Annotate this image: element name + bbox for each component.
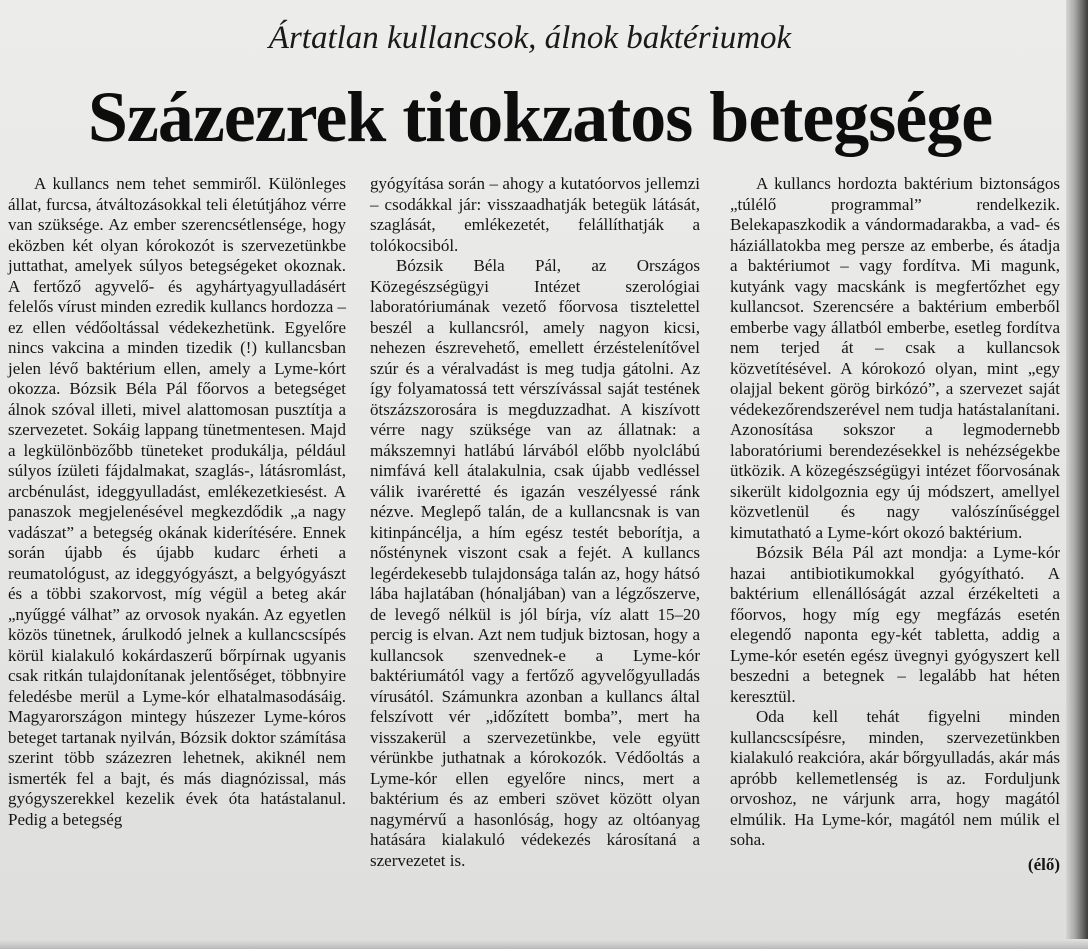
article-kicker: Ártatlan kullancsok, álnok baktériumok: [268, 20, 792, 56]
page-bottom-edge: [0, 939, 1088, 949]
paragraph: A kullancs nem tehet semmiről. Különleges állat, furcsa, átváltozásokkal teli életútjához vérre van szüksége. Az ember szerencsétlensége, hogy eközben két olyan kórokozót is szervezetünkbe juttathat, amelyek súlyos betegségeket okoznak. A fertőző agyvelő- és agyhártyagyulladásért felelős vírust minden ezredik kullancs hordozza – ez ellen védőoltással védekezhetünk. Egyelőre nincs vakcina a minden tizedik (!) kullancsban jelen lévő baktérium ellen, amely a Lyme-kórt okozza. Bózsik Béla Pál főorvos a betegséget álnok szóval illeti, mivel alattomosan pusztítja a szervezetet. Sokáig lappang tünetmentesen. Majd a legkülönbözőbb tüneteket produkálja, például súlyos ízületi fájdalmakat, szaglás-, látásromlást, arcbénulást, ideggyulladást, emlékezetkiesést. A panaszok megjelenésével megkezdődik „a nagy vadászat” a betegség okának kiderítésére. Ennek során újabb és újabb kudarc érheti a reumatológust, az ideggyógyászt, a belgyógyászt és a többi szakorvost, míg végül a beteg akár „nyűggé válhat” az orvosok nyakán. Az egyetlen közös tünetnek, árulkodó jelnek a kullancscsípés körül kialakuló kokárdaszerű bőrpírnak ugyanis csak ritkán tulajdonítanak jelentőséget, többnyire feledésbe merül a Lyme-kór elhatalmasodásáig. Magyarországon mintegy húszezer Lyme-kóros beteget tartanak nyilván, Bózsik doktor számítása szerint több százezren lehetnek, akiknél nem ismerték fel a bajt, és más diagnózissal, más gyógyszerekkel kezelik évek óta hatástalanul. Pedig a betegség: [8, 174, 347, 829]
paragraph: A kullancs hordozta baktérium biztonságos „túlélő programmal” rendelkezik. Belekapaszkodik a vándormadarakba, a vad- és háziállatokba meg persze az emberbe, és átadja a baktériumot – vagy fordítva. Mi magunk, kutyánk vagy macskánk is megfertőzhet egy kullancsot. Szerencsére a baktérium emberből emberbe vagy állatból emberbe, esetleg fordítva nem terjed át – csak a kullancsok közvetítésével. A kórokozó olyan, mint „egy olajjal bekent görög birkózó”, a szervezet saját védekezőrendszerével nem tudja hatástalanítani. Azonosítása sokszor a legmodernebb laboratóriumi berendezésekkel is nehézségekbe ütközik. A közegészségügyi intézet főorvosának sikerült kidolgoznia egy új módszert, amellyel közvetlenül és nagy valószínűséggel kimutatható a Lyme-kórt okozó baktérium.: [730, 174, 1060, 542]
article-column-2: [370, 174, 700, 871]
paragraph: Bózsik Béla Pál azt mondja: a Lyme-kór hazai antibiotikumokkal gyógyítható. A baktérium ellenállóságát azzal érzékelteti a főorvos, hogy míg egy megfázás esetén elegendő naponta egy-két tabletta, addig a Lyme-kór esetén egész üvegnyi gyógyszert kell beszedni a betegnek – legalább hat héten keresztül.: [730, 543, 1060, 706]
article-column-3: [730, 174, 1060, 875]
article-signature: (élő): [1027, 854, 1060, 874]
paragraph: gyógyítása során – ahogy a kutatóorvos jellemzi – csodákkal jár: visszaadhatják betegük látását, szaglását, emlékezetét, felállíthatják a tolókocsiból.: [370, 174, 700, 255]
paragraph: Bózsik Béla Pál, az Országos Közegészségügyi Intézet szerológiai laboratóriumának vezető főorvosa tisztelettel beszél a kullancsról, amely nagyon kicsi, nehezen észrevehető, emellett érzéstelenítővel szúr és a véralvadást is meg tudja gátolni. Az így folyamatossá tett vérszívással saját testének ötszázszorosára is megduzzadhat. A kiszívott vérre nagy szüksége van az állatnak: a mákszemnyi hatlábú lárvából előbb nyolclábú nimfává kell átalakulnia, csak újabb vedléssel válik ivaréretté és igazán veszélyessé ránk nézve. Meglepő talán, de a kullancsnak is van kitinpáncélja, a hím egész testét beborítja, a nősténynek viszont csak a fejét. A kullancs legérdekesebb tulajdonsága talán az, hogy hátsó lába hajlatában (hónaljában) van a légzőszerve, de levegő nélkül is jól bírja, víz alatt 15–20 percig is elvan. Azt nem tudjuk biztosan, hogy a kullancsok szenvednek-e a Lyme-kór baktériumától vagy a fertőző agyvelőgyulladás vírusától. Számunkra azonban a kullancs által felszívott vér „időzített bomba”, mert ha visszakerül a szervezetünkbe, vele együtt vérünkbe juthatnak a kórokozók. Védőoltás a Lyme-kór ellen egyelőre nincs, mert a baktérium és az emberi szövet között olyan nagymérvű a hasonlóság, hogy az oltóanyag hatására kialakuló védekezés károsítaná a szervezetet is.: [370, 256, 700, 870]
page-edge-shadow: [1066, 0, 1088, 949]
paragraph: Oda kell tehát figyelni minden kullancscsípésre, minden, szervezetünkben kialakuló reakcióra, akár bőrgyulladás, akár más apróbb kellemetlenség is az. Forduljunk orvoshoz, ne várjunk arra, hogy magától elmúlik. Ha Lyme-kór, magától nem múlik el soha.: [730, 707, 1060, 849]
article-headline: Százezrek titokzatos betegsége: [87, 77, 993, 157]
article-column-1: [8, 174, 346, 830]
